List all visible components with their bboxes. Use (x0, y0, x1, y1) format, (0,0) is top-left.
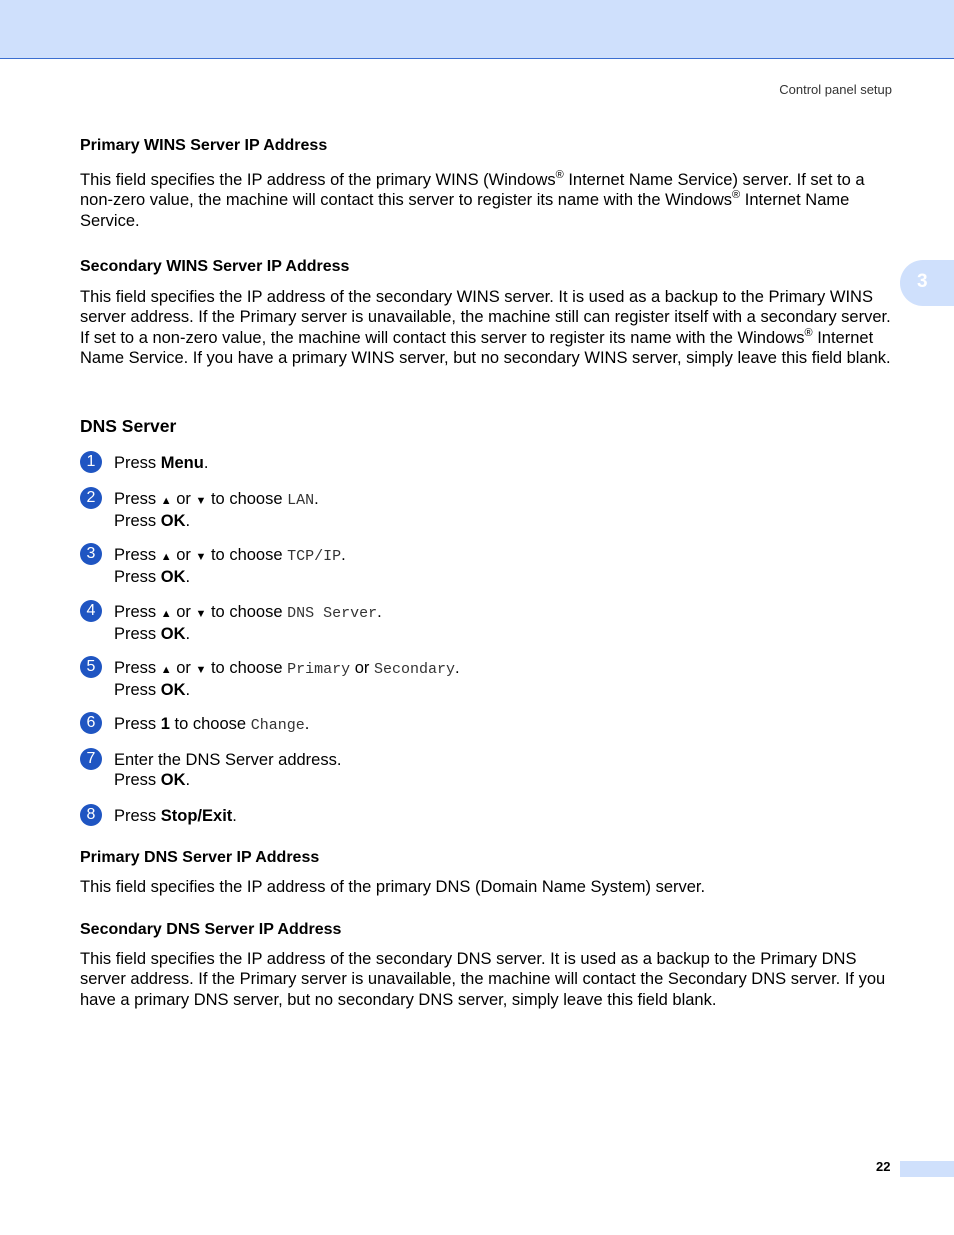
down-arrow-icon: ▼ (195, 664, 207, 676)
paragraph-secondary-wins: This field specifies the IP address of the secondary WINS server. It is used as a backup to the Primary WINS server address. If the Primary server is unavailable, the machine still can register itself with a secondary server. If set to a non-zero value, the machine will contact this server to register its name with the Windows® Internet Name Service. If you have a primary WINS server, but no secondary WINS server, simply leave this field blank. (80, 288, 891, 368)
step-number: 4 (80, 600, 102, 622)
down-arrow-icon: ▼ (195, 495, 207, 507)
header-band (0, 0, 954, 59)
step-number: 2 (80, 487, 102, 509)
chapter-tab (900, 260, 954, 306)
down-arrow-icon: ▼ (195, 608, 207, 620)
paragraph-secondary-dns: This field specifies the IP address of the secondary DNS server. It is used as a backup to the Primary DNS server address. If the Primary server is unavailable, the machine will contact the Secondary DNS server. If you have a primary DNS server, but no secondary DNS server, simply leave this field blank. (80, 950, 886, 1009)
page-number: 22 (876, 1159, 891, 1174)
step-text: Press ▲ or ▼ to choose TCP/IP. Press OK. (114, 546, 346, 587)
up-arrow-icon: ▲ (160, 664, 172, 676)
step-number: 7 (80, 748, 102, 770)
down-arrow-icon: ▼ (195, 551, 207, 563)
heading-primary-wins: Primary WINS Server IP Address (80, 137, 328, 154)
paragraph-primary-dns: This field specifies the IP address of the primary DNS (Domain Name System) server. (80, 878, 706, 896)
heading-primary-dns: Primary DNS Server IP Address (80, 849, 320, 866)
step-number: 8 (80, 804, 102, 826)
heading-dns-server: DNS Server (80, 416, 177, 436)
step-number: 3 (80, 543, 102, 565)
heading-secondary-wins: Secondary WINS Server IP Address (80, 258, 350, 275)
footer-bar (900, 1161, 954, 1177)
step-text: Enter the DNS Server address. Press OK. (114, 751, 342, 790)
step-text: Press Stop/Exit. (114, 807, 237, 825)
step-number: 1 (80, 451, 102, 473)
step-number: 5 (80, 656, 102, 678)
heading-secondary-dns: Secondary DNS Server IP Address (80, 921, 342, 938)
paragraph-primary-wins: This field specifies the IP address of the primary WINS (Windows® Internet Name Service) server. If set to a non-zero value, the machine will contact this server to register its name with the Windows® Internet Name Service. (80, 169, 865, 230)
up-arrow-icon: ▲ (160, 608, 172, 620)
step-number: 6 (80, 712, 102, 734)
up-arrow-icon: ▲ (160, 495, 172, 507)
step-text: Press 1 to choose Change. (114, 715, 310, 734)
step-text: Press Menu. (114, 454, 209, 472)
step-text: Press ▲ or ▼ to choose LAN. Press OK. (114, 490, 319, 531)
up-arrow-icon: ▲ (160, 551, 172, 563)
chapter-number: 3 (917, 271, 928, 292)
running-header: Control panel setup (779, 82, 892, 97)
step-text: Press ▲ or ▼ to choose Primary or Secondary. Press OK. (114, 659, 460, 700)
step-text: Press ▲ or ▼ to choose DNS Server. Press OK. (114, 603, 382, 644)
